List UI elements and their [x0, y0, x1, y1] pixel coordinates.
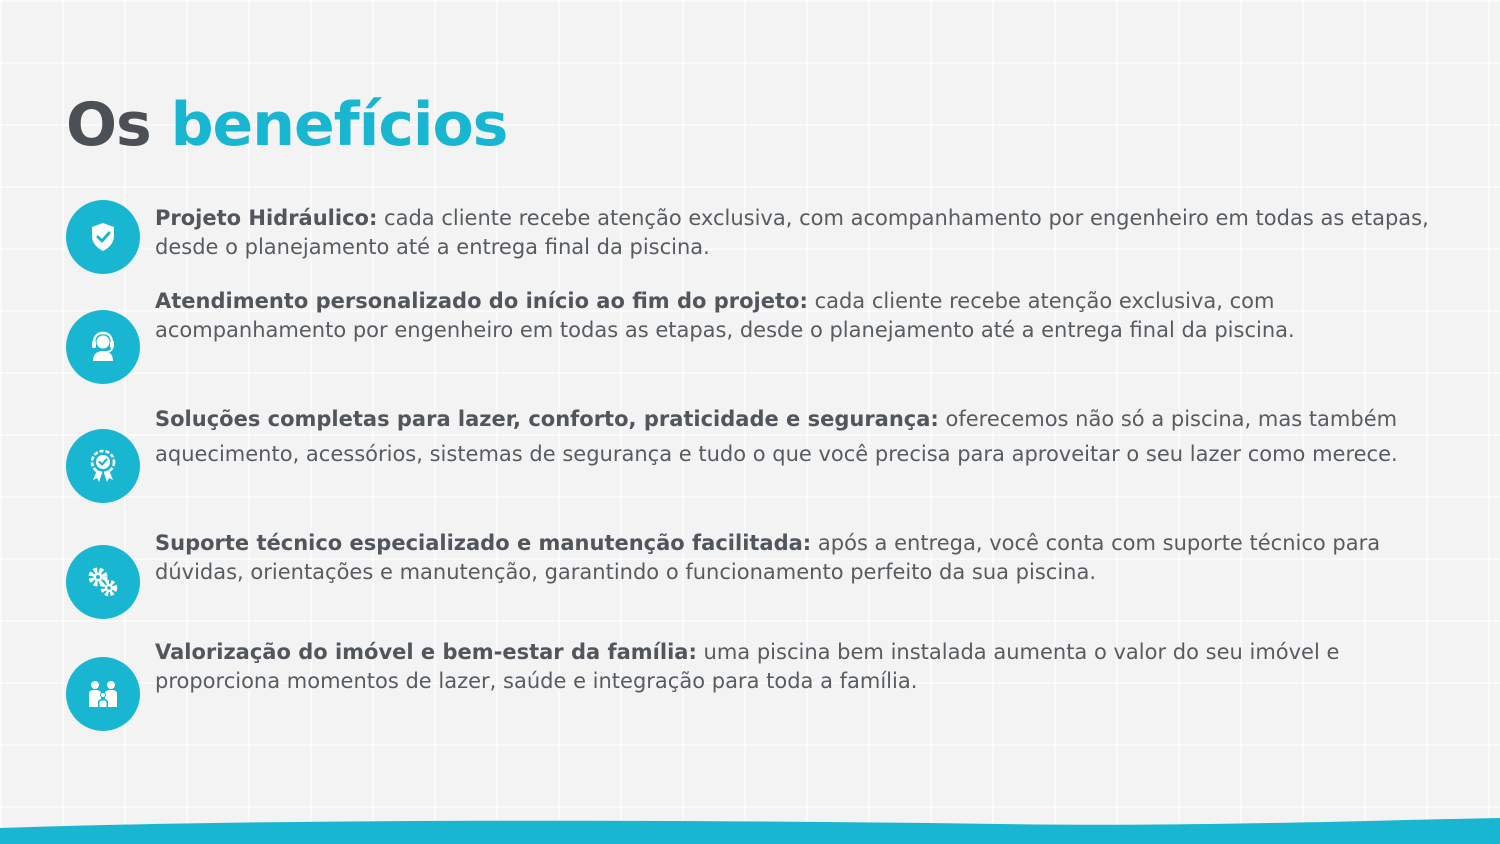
- benefit-text: [155, 287, 1456, 345]
- benefit-description: oferecemos não só a piscina, mas também aquecimento, acessórios, sistemas de segurança e tudo o que você precisa para aproveitar o seu lazer como merece.: [155, 407, 1398, 466]
- benefit-lead: Soluções completas para lazer, conforto, praticidade e segurança:: [155, 407, 939, 431]
- page-title: [66, 92, 507, 158]
- gears-icon: [66, 545, 140, 619]
- benefit-lead: Atendimento personalizado do início ao fim do projeto:: [155, 289, 808, 313]
- benefit-text: [155, 638, 1456, 696]
- bottom-wave: [0, 814, 1500, 844]
- benefit-lead: Projeto Hidráulico:: [155, 206, 378, 230]
- shield-check-icon: [66, 200, 140, 274]
- benefit-description: uma piscina bem instalada aumenta o valor do seu imóvel e proporciona momentos de lazer, saúde e integração para toda a família.: [155, 640, 1340, 693]
- quality-badge-icon: [66, 429, 140, 503]
- benefit-text: [155, 529, 1456, 587]
- benefit-description: cada cliente recebe atenção exclusiva, com acompanhamento por engenheiro em todas as etapas, desde o planejamento até a entrega final da piscina.: [155, 206, 1429, 259]
- benefit-description: cada cliente recebe atenção exclusiva, com acompanhamento por engenheiro em todas as etapas, desde o planejamento até a entrega final da piscina.: [155, 289, 1295, 342]
- family-icon: [66, 657, 140, 731]
- benefit-description: após a entrega, você conta com suporte técnico para dúvidas, orientações e manutenção, garantindo o funcionamento perfeito da sua piscina.: [155, 531, 1381, 584]
- benefit-lead: Suporte técnico especializado e manutenção facilitada:: [155, 531, 812, 555]
- benefit-lead: Valorização do imóvel e bem-estar da família:: [155, 640, 697, 664]
- title-part-1: Os: [66, 90, 151, 160]
- benefit-text: [155, 204, 1456, 262]
- headset-support-icon: [66, 310, 140, 384]
- title-part-2: benefícios: [170, 90, 508, 160]
- benefit-text: [155, 402, 1456, 472]
